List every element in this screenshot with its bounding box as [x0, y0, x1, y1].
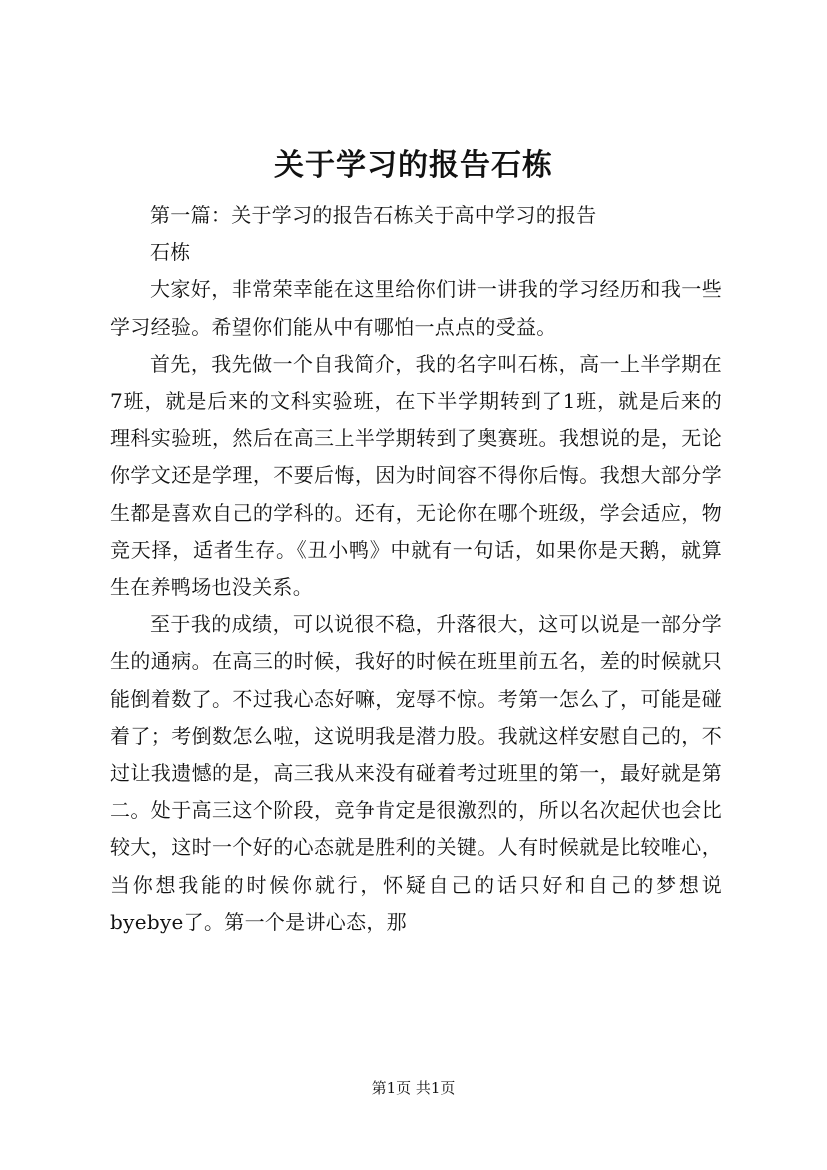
document-body [110, 197, 722, 941]
page-footer: 第1页 共1页 [371, 1079, 456, 1097]
section-heading: 第一篇：关于学习的报告石栋关于高中学习的报告 [150, 203, 597, 227]
paragraph-greeting: 大家好，非常荣幸能在这里给你们讲一讲我的学习经历和我一些学习经验。希望你们能从中有哪怕一点点的受益。 [110, 277, 722, 339]
paragraph-grades: 至于我的成绩，可以说很不稳，升落很大，这可以说是一部分学生的通病。在高三的时候，我好的时候在班里前五名，差的时候就只能倒着数了。不过我心态好嘛，宠辱不惊。考第一怎么了，可能是碰着了；考倒数怎么啦，这说明我是潜力股。我就这样安慰自己的，不过让我遗憾的是，高三我从来没有碰着考过班里的第一，最好就是第二。处于高三这个阶段，竞争肯定是很激烈的，所以名次起伏也会比较大，这时一个好的心态就是胜利的关键。人有时候就是比较唯心，当你想我能的时候你就行，怀疑自己的话只好和自己的梦想说byebye了。第一个是讲心态，那 [110, 612, 722, 934]
paragraph-introduction: 首先，我先做一个自我简介，我的名字叫石栋，高一上半学期在7班，就是后来的文科实验班，在下半学期转到了1班，就是后来的理科实验班，然后在高三上半学期转到了奥赛班。我想说的是，无论你学文还是学理，不要后悔，因为时间容不得你后悔。我想大部分学生都是喜欢自己的学科的。还有，无论你在哪个班级，学会适应，物竞天择，适者生存。《丑小鸭》中就有一句话，如果你是天鹅，就算生在养鸭场也没关系。 [110, 351, 722, 600]
document-title: 关于学习的报告石栋 [274, 148, 553, 183]
author-name: 石栋 [150, 240, 191, 265]
